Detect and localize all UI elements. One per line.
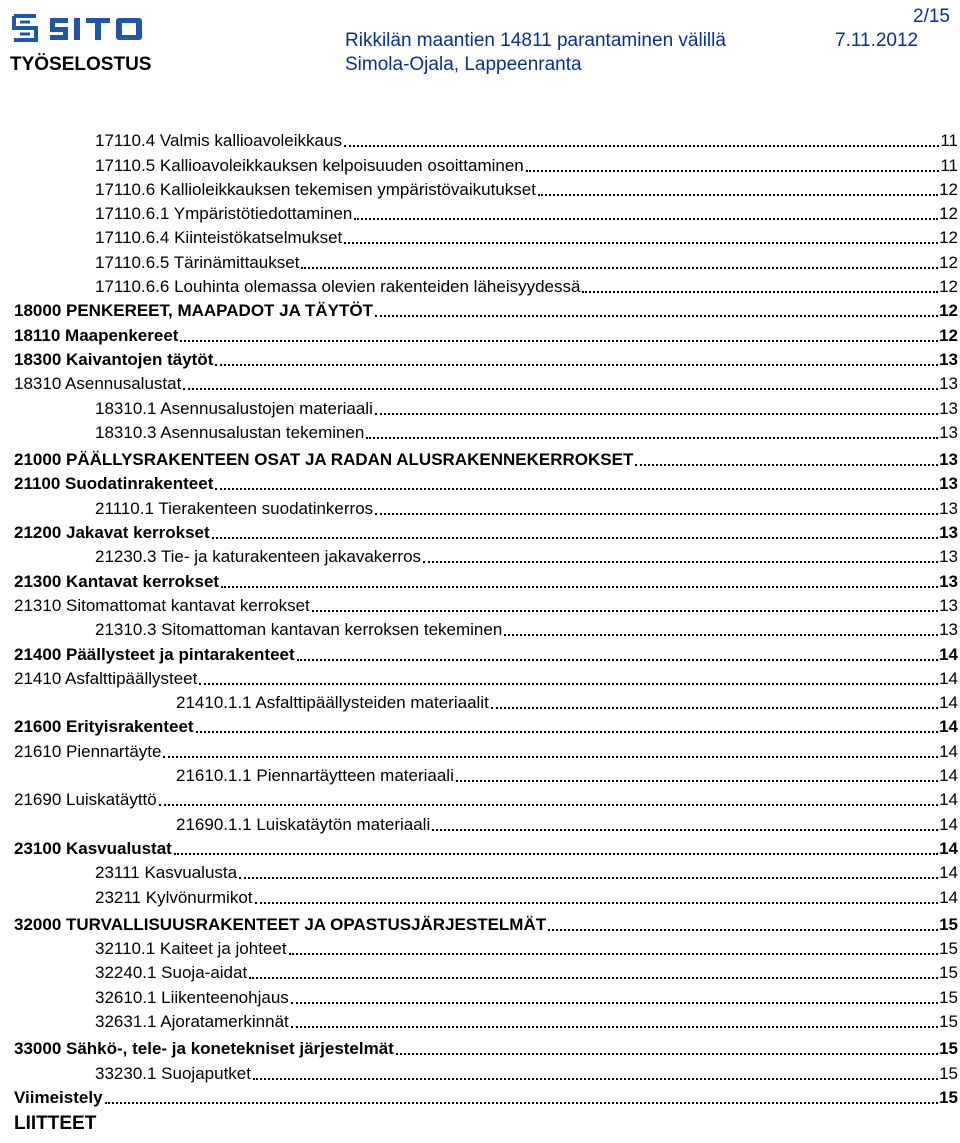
toc-entry-label: 21110.1 Tierakenteen suodatinkerros [95, 498, 374, 518]
toc-entry[interactable] [0, 394, 960, 418]
toc-entry[interactable] [0, 470, 960, 494]
toc-entry[interactable] [0, 665, 960, 689]
page-number: 2/15 [913, 6, 950, 27]
toc-entry[interactable] [0, 224, 960, 248]
toc-entry-label: 18110 Maapenkereet [14, 325, 179, 345]
toc-entry[interactable] [0, 176, 960, 200]
toc-entry-label: 18310.1 Asennusalustojen materiaali [95, 398, 373, 418]
toc-leader-dots [159, 804, 938, 806]
toc-entry-page: 13 [939, 374, 958, 394]
toc-entry-label: 21310 Sitomattomat kantavat kerrokset [14, 595, 310, 615]
toc-entry-label: 21690 Luiskatäyttö [14, 790, 157, 810]
toc-entry-label: 17110.6.4 Kiinteistökatselmukset [95, 228, 343, 248]
toc-entry-label: 17110.6.1 Ympäristötiedottaminen [95, 204, 353, 224]
toc-entry[interactable] [0, 911, 960, 935]
toc-entry-label: 21410.1.1 Asfalttipäällysteiden materiaalit [176, 693, 489, 713]
toc-entry-page: 14 [939, 668, 958, 688]
toc-leader-dots [301, 267, 938, 269]
toc-entry[interactable] [0, 983, 960, 1007]
toc-entry-page: 14 [939, 741, 958, 761]
toc-entry[interactable] [0, 883, 960, 907]
toc-leader-dots [504, 634, 938, 636]
toc-entry-page: 12 [939, 325, 958, 345]
toc-entry[interactable] [0, 543, 960, 567]
toc-leader-dots [526, 170, 940, 172]
toc-leader-dots [249, 977, 938, 979]
toc-entry-label: 18300 Kaivantojen täytöt [14, 349, 214, 369]
project-title: Rikkilän maantien 14811 parantaminen välillä [345, 30, 726, 51]
toc-leader-dots [221, 586, 938, 588]
toc-entry-page: 12 [939, 252, 958, 272]
toc-entry-label: 21690.1.1 Luiskatäytön materiaali [176, 814, 431, 834]
toc-leader-dots [297, 659, 938, 661]
toc-entry[interactable] [0, 859, 960, 883]
toc-leader-dots [635, 464, 938, 466]
toc-entry-page: 13 [939, 620, 958, 640]
toc-leader-dots [375, 315, 938, 317]
toc-entry[interactable] [0, 321, 960, 345]
toc-entry-label: 17110.5 Kallioavoleikkauksen kelpoisuuden osoittaminen [95, 155, 524, 175]
toc-entry[interactable] [0, 127, 960, 151]
toc-leader-dots [291, 1002, 938, 1004]
toc-leader-dots [456, 780, 938, 782]
toc-entry-page: 13 [939, 547, 958, 567]
toc-entry-page: 14 [939, 693, 958, 713]
toc-entry[interactable] [0, 592, 960, 616]
toc-entry-label: Viimeistely [14, 1087, 103, 1107]
toc-leader-dots [199, 683, 938, 685]
toc-entry-label: 18000 PENKEREET, MAAPADOT JA TÄYTÖT [14, 301, 373, 321]
toc-entry-page: 13 [939, 450, 958, 470]
toc-entry-label: 33000 Sähkö-, tele- ja konetekniset järjestelmät [14, 1039, 394, 1059]
toc-entry-page: 14 [939, 717, 958, 737]
toc-entry-page: 13 [939, 498, 958, 518]
toc-entry-page: 14 [939, 766, 958, 786]
toc-leader-dots [312, 610, 938, 612]
page-header [0, 0, 960, 90]
toc-leader-dots [174, 853, 938, 855]
toc-entry-label: 21200 Jakavat kerrokset [14, 523, 210, 543]
project-location: Simola-Ojala, Lappeenranta [345, 54, 582, 75]
toc-entry-page: 13 [939, 349, 958, 369]
toc-leader-dots [366, 437, 938, 439]
toc-entry-label: 21230.3 Tie- ja katurakenteen jakavakerros [95, 547, 422, 567]
toc-entry-page: 13 [939, 571, 958, 591]
toc-entry[interactable] [0, 419, 960, 443]
toc-entry-page: 12 [939, 204, 958, 224]
toc-entry[interactable] [0, 494, 960, 518]
toc-entry-page: 11 [940, 131, 958, 151]
toc-entry-label: 23211 Kylvönurmikot [95, 887, 253, 907]
toc-entry[interactable] [0, 835, 960, 859]
toc-entry-page: 13 [939, 595, 958, 615]
toc-entry[interactable] [0, 446, 960, 470]
sito-logo [10, 8, 160, 48]
toc-entry[interactable] [0, 151, 960, 175]
toc-entry-label: 21310.3 Sitomattoman kantavan kerroksen tekeminen [95, 620, 503, 640]
toc-entry-page: 13 [939, 474, 958, 494]
toc-entry-label: 21300 Kantavat kerrokset [14, 571, 220, 591]
toc-entry[interactable] [0, 297, 960, 321]
toc-entry[interactable] [0, 959, 960, 983]
toc-leader-dots [375, 513, 938, 515]
toc-entry-page: 15 [939, 1039, 958, 1059]
toc-entry[interactable] [0, 200, 960, 224]
toc-leader-dots [289, 953, 939, 955]
toc-entry[interactable] [0, 810, 960, 834]
toc-entry-label: 17110.6 Kallioleikkauksen tekemisen ympäristövaikutukset [95, 179, 536, 199]
toc-entry-page: 14 [939, 814, 958, 834]
toc-entry-page: 12 [939, 228, 958, 248]
toc-entry-page: 14 [939, 790, 958, 810]
toc-entry[interactable] [0, 567, 960, 591]
toc-entry-label: 18310.3 Asennusalustan tekeminen [95, 422, 365, 442]
toc-entry-page: 15 [939, 1087, 958, 1107]
toc-entry-label: 32631.1 Ajoratamerkinnät [95, 1011, 289, 1031]
toc-leader-dots [538, 194, 938, 196]
toc-entry-page: 15 [939, 939, 958, 959]
toc-entry-page: 13 [939, 398, 958, 418]
toc-entry-page: 15 [939, 987, 958, 1007]
toc-leader-dots [491, 707, 938, 709]
toc-entry-page: 13 [939, 422, 958, 442]
toc-entry-page: 15 [939, 914, 958, 934]
toc-entry-page: 15 [939, 963, 958, 983]
toc-entry-label: 17110.6.6 Louhinta olemassa olevien rakenteiden läheisyydessä [95, 277, 581, 297]
toc-leader-dots [183, 388, 938, 390]
toc-leader-dots [344, 242, 938, 244]
toc-leader-dots [344, 145, 939, 147]
toc-entry[interactable] [0, 1059, 960, 1083]
toc-leader-dots [163, 756, 938, 758]
toc-leader-dots [196, 731, 939, 733]
toc-entry-label: 21400 Päällysteet ja pintarakenteet [14, 644, 295, 664]
toc-entry-page: 12 [939, 179, 958, 199]
toc-entry[interactable] [0, 762, 960, 786]
toc-leader-dots [582, 291, 938, 293]
toc-entry-page: 11 [940, 155, 958, 175]
toc-entry-label: 21610.1.1 Piennartäytteen materiaali [176, 766, 454, 786]
toc-entry-page: 12 [939, 277, 958, 297]
toc-entry[interactable] [0, 1008, 960, 1032]
toc-leader-dots [375, 413, 938, 415]
toc-leader-dots [548, 929, 938, 931]
toc-leader-dots [180, 340, 938, 342]
toc-entry-label: 32240.1 Suoja-aidat [95, 963, 248, 983]
toc-entry-label: 32000 TURVALLISUUSRAKENTEET JA OPASTUSJÄRJESTELMÄT [14, 914, 547, 934]
table-of-contents [0, 127, 960, 1135]
toc-entry-page: 14 [939, 838, 958, 858]
toc-leader-dots [215, 364, 938, 366]
toc-leader-dots [239, 877, 938, 879]
document-date: 7.11.2012 [835, 30, 919, 51]
toc-entry[interactable] [0, 346, 960, 370]
toc-leader-dots [212, 537, 938, 539]
toc-entry[interactable] [0, 1084, 960, 1108]
toc-entry-label: 32610.1 Liikenteenohjaus [95, 987, 289, 1007]
toc-entry-page: 12 [939, 301, 958, 321]
toc-entry[interactable] [0, 370, 960, 394]
toc-entry-page: 15 [939, 1063, 958, 1083]
appendix-heading: LIITTEET [14, 1112, 97, 1134]
toc-entry[interactable] [0, 737, 960, 761]
toc-entry[interactable] [0, 616, 960, 640]
toc-entry[interactable] [0, 1035, 960, 1059]
toc-entry-label: 17110.6.5 Tärinämittaukset [95, 252, 300, 272]
toc-entry[interactable] [0, 248, 960, 272]
toc-leader-dots [396, 1053, 938, 1055]
toc-entry-page: 14 [939, 644, 958, 664]
toc-leader-dots [354, 218, 938, 220]
toc-entry[interactable] [0, 935, 960, 959]
toc-entry-label: 21100 Suodatinrakenteet [14, 474, 214, 494]
toc-entry[interactable] [0, 786, 960, 810]
toc-entry-label: 21600 Erityisrakenteet [14, 717, 194, 737]
toc-entry[interactable] [0, 519, 960, 543]
toc-leader-dots [255, 902, 939, 904]
toc-entry[interactable] [0, 273, 960, 297]
toc-entry-label: 32110.1 Kaiteet ja johteet [95, 939, 287, 959]
toc-leader-dots [105, 1102, 939, 1104]
toc-entry-label: 21410 Asfalttipäällysteet [14, 668, 198, 688]
toc-entry-page: 14 [939, 887, 958, 907]
toc-entry-label: 33230.1 Suojaputket [95, 1063, 251, 1083]
toc-entry-page: 14 [939, 863, 958, 883]
toc-entry-label: 18310 Asennusalustat [14, 374, 182, 394]
toc-entry[interactable] [0, 713, 960, 737]
toc-leader-dots [253, 1078, 938, 1080]
toc-entry-label: 23100 Kasvualustat [14, 838, 172, 858]
toc-entry-label: 23111 Kasvualusta [95, 863, 238, 883]
toc-leader-dots [423, 561, 938, 563]
toc-entry-label: 21610 Piennartäyte [14, 741, 162, 761]
toc-leader-dots [432, 829, 938, 831]
toc-entry-label: 17110.4 Valmis kallioavoleikkaus [95, 131, 342, 151]
toc-entry-label: 21000 PÄÄLLYSRAKENTEEN OSAT JA RADAN ALUSRAKENNEKERROKSET [14, 450, 634, 470]
toc-entry[interactable] [0, 640, 960, 664]
toc-entry[interactable] [0, 689, 960, 713]
toc-entry-page: 15 [939, 1011, 958, 1031]
toc-leader-dots [215, 488, 938, 490]
toc-leader-dots [291, 1026, 938, 1028]
toc-entry-page: 13 [939, 523, 958, 543]
document-type: TYÖSELOSTUS [10, 54, 152, 75]
